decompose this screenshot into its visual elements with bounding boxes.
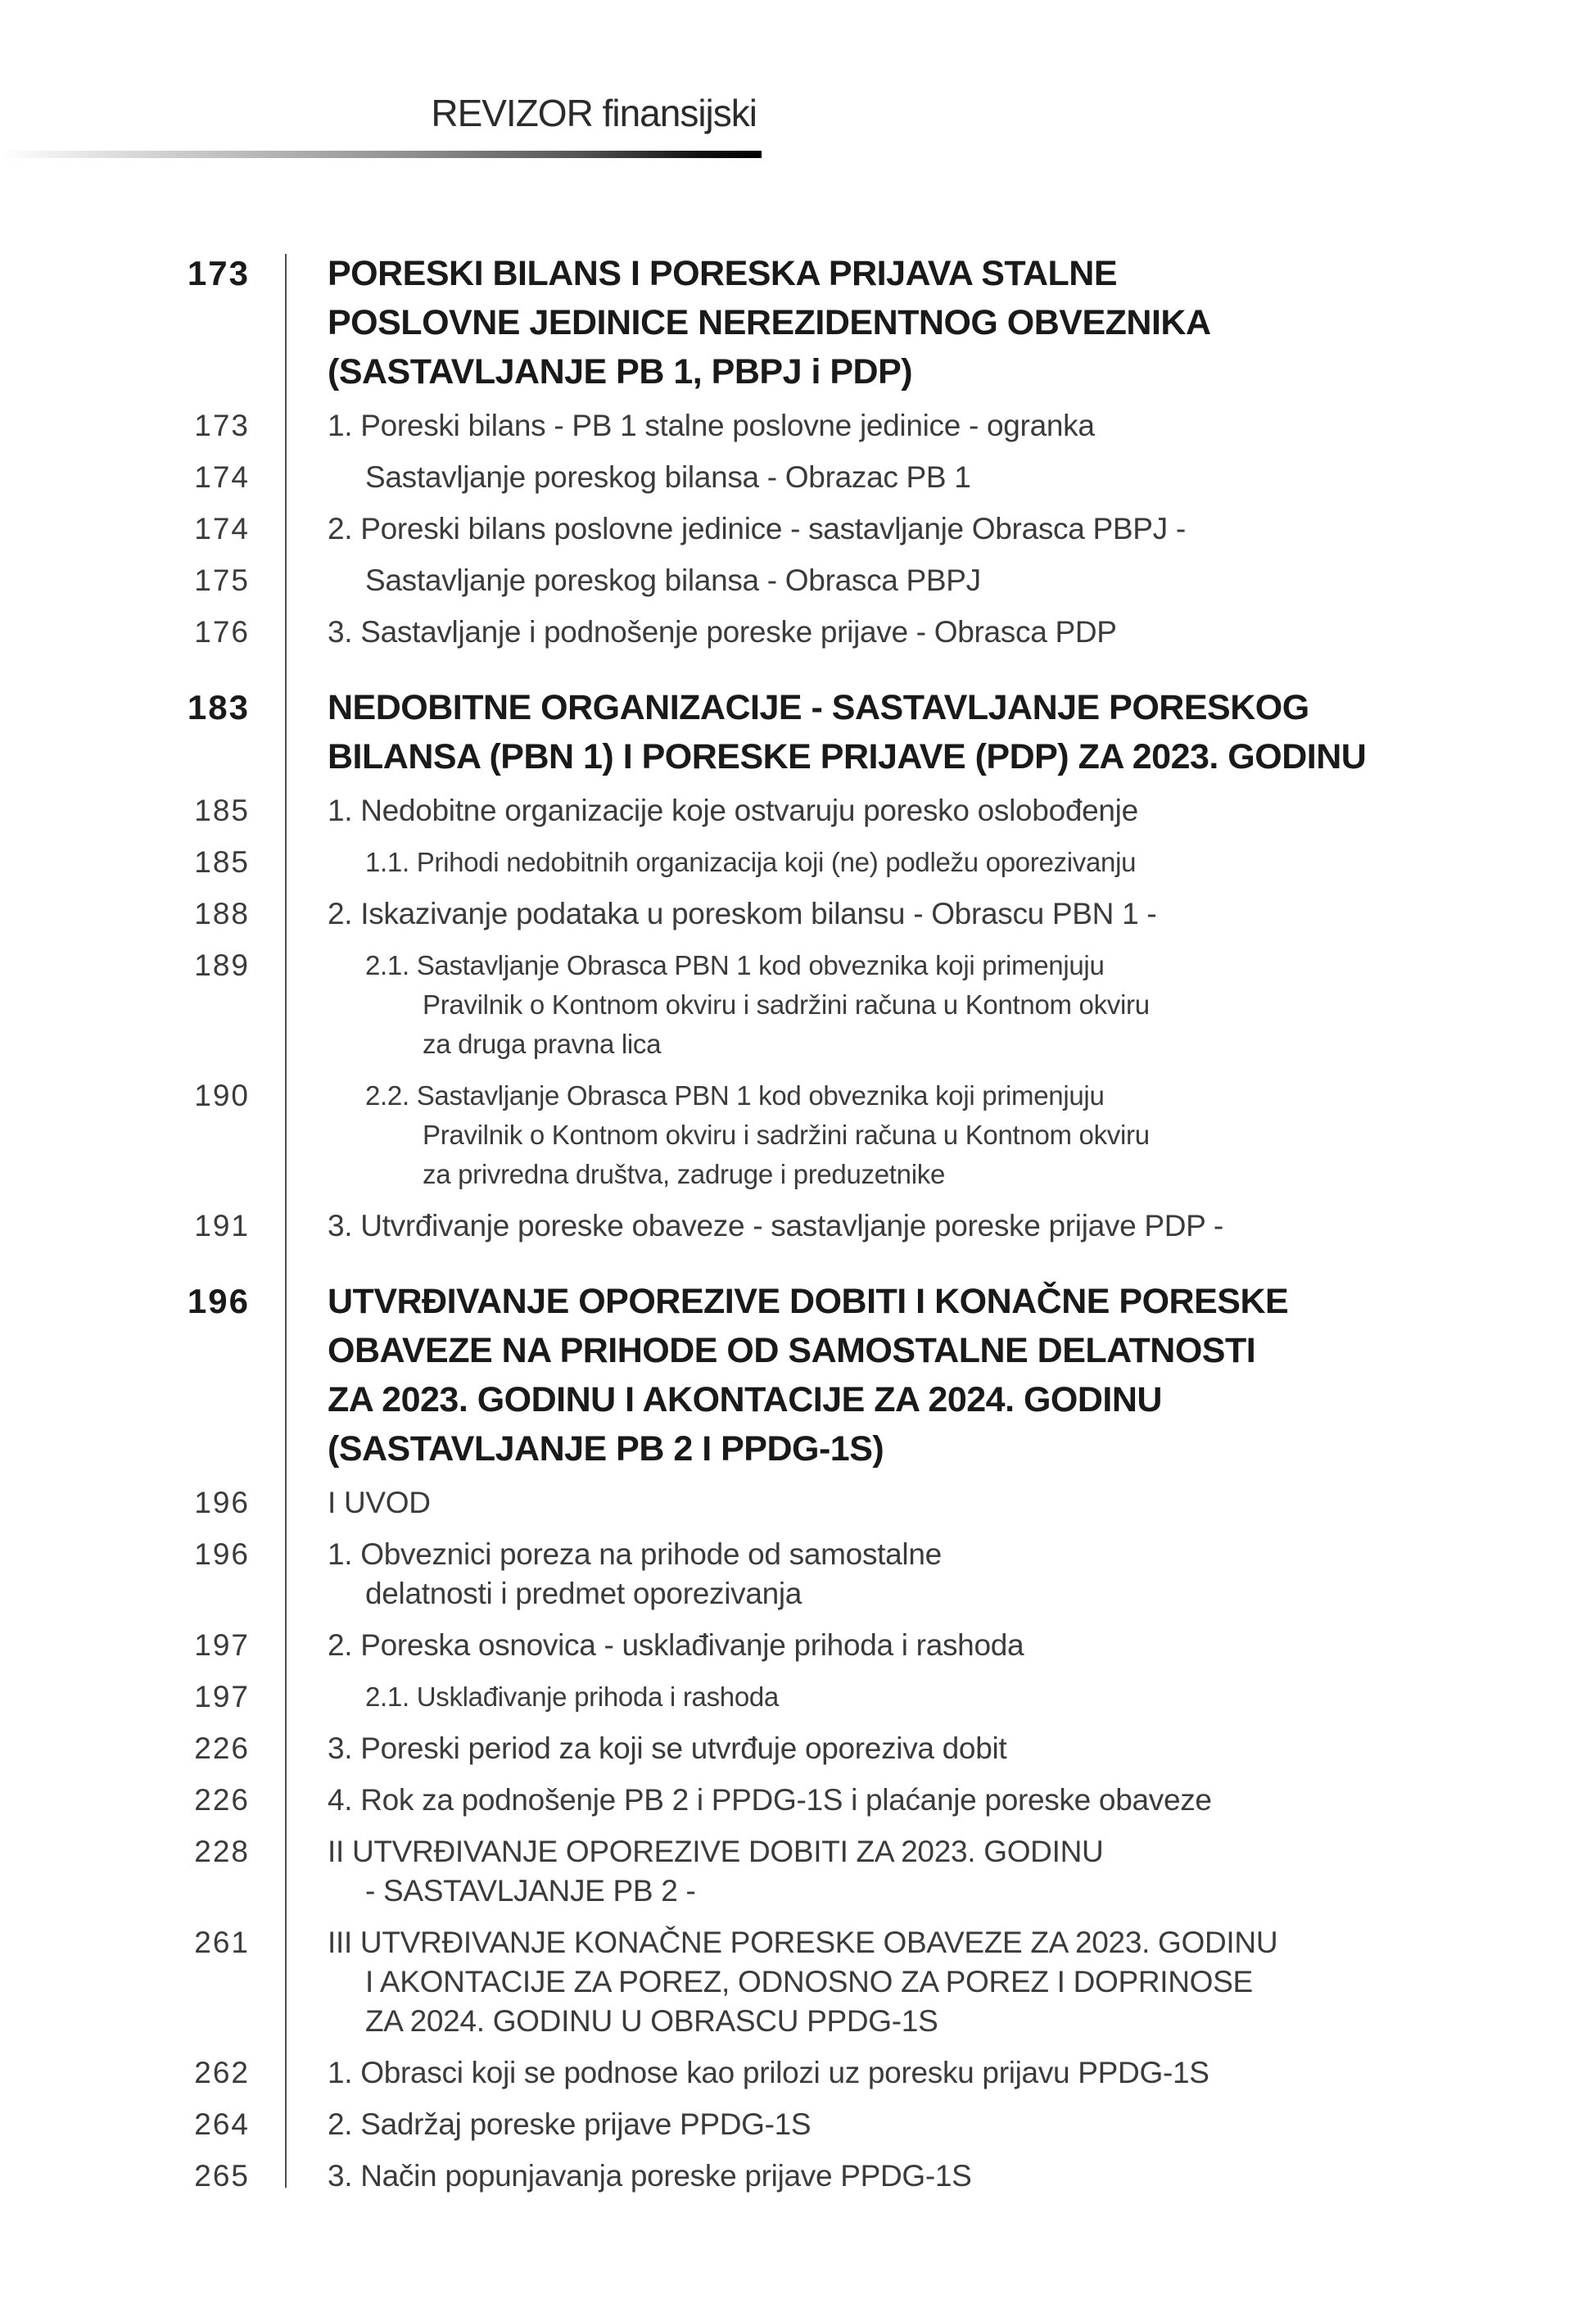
heading-line: (SASTAVLJANJE PB 1, PBPJ i PDP) — [328, 352, 913, 392]
entry-page-number: 185 — [194, 845, 250, 879]
entry-page-number: 226 — [194, 1783, 250, 1817]
entry-title — [255, 509, 1596, 549]
entry-line: ZA 2024. GODINU U OBRASCU PPDG-1S — [365, 2004, 938, 2038]
entry-title — [255, 1781, 1596, 1820]
entry-title — [255, 2105, 1596, 2144]
toc-entry-row — [0, 1535, 1596, 1614]
entry-page-number: 190 — [194, 1079, 250, 1112]
heading-line: NEDOBITNE ORGANIZACIJE - SASTAVLJANJE PORESKOG — [328, 688, 1309, 727]
toc-section — [0, 249, 1596, 652]
entry-title — [255, 1832, 1596, 1911]
toc-entry-row — [0, 561, 1596, 600]
entry-line: 2.2. Sastavljanje Obrasca PBN 1 kod obveznika koji primenjuju — [365, 1080, 1105, 1111]
toc-entry-row — [0, 1206, 1596, 1246]
toc-entry-row — [0, 946, 1596, 1064]
entry-line: Pravilnik o Kontnom okviru i sadržini računa u Kontnom okviru — [423, 989, 1150, 1020]
entry-line: za privredna društva, zadruge i preduzetnike — [423, 1159, 946, 1189]
entry-line: 1. Obrasci koji se podnose kao prilozi uz poresku prijavu PPDG-1S — [328, 2056, 1209, 2089]
entry-page-number: 175 — [194, 564, 250, 597]
entry-page-number: 196 — [194, 1486, 250, 1519]
section-heading — [255, 249, 1596, 396]
toc-divider-line — [285, 254, 287, 2188]
entry-page-number: 262 — [194, 2056, 250, 2089]
entry-line: 2. Poreska osnovica - usklađivanje prihoda i rashoda — [328, 1628, 1024, 1662]
heading-line: ZA 2023. GODINU I AKONTACIJE ZA 2024. GODINU — [328, 1380, 1162, 1419]
toc-entry-row — [0, 458, 1596, 497]
toc-section — [0, 1277, 1596, 2196]
entry-line: II UTVRĐIVANJE OPOREZIVE DOBITI ZA 2023. GODINU — [328, 1835, 1104, 1868]
toc-entry-row — [0, 406, 1596, 446]
entry-line: 2.1. Usklađivanje prihoda i rashoda — [365, 1682, 779, 1712]
entry-line: 3. Sastavljanje i podnošenje poreske prijave - Obrasca PDP — [328, 615, 1117, 649]
entry-page-number: 191 — [194, 1209, 250, 1242]
entry-page-number: 264 — [194, 2107, 250, 2141]
entry-title — [255, 1923, 1596, 2041]
entry-page-number: 176 — [194, 615, 250, 649]
entry-title — [255, 1677, 1596, 1717]
entry-page-number: 226 — [194, 1731, 250, 1765]
entry-line: 2.1. Sastavljanje Obrasca PBN 1 kod obveznika koji primenjuju — [365, 950, 1105, 980]
section-heading — [255, 1277, 1596, 1473]
toc-section-heading-row — [0, 683, 1596, 781]
toc-entry-row — [0, 2157, 1596, 2196]
toc-entry-row — [0, 894, 1596, 934]
entry-page-number: 174 — [194, 512, 250, 545]
toc-section — [0, 683, 1596, 1246]
entry-line: za druga pravna lica — [423, 1029, 662, 1059]
heading-line: BILANSA (PBN 1) I PORESKE PRIJAVE (PDP) ZA 2023. GODINU — [328, 737, 1367, 776]
entry-title — [255, 1626, 1596, 1665]
entry-title — [255, 2157, 1596, 2196]
entry-title — [255, 1076, 1596, 1194]
entry-line: 2. Poreski bilans poslovne jedinice - sastavljanje Obrasca PBPJ - — [328, 512, 1186, 545]
entry-title — [255, 1206, 1596, 1246]
toc-entry-row — [0, 1832, 1596, 1911]
entry-line: I UVOD — [328, 1486, 431, 1519]
entry-title — [255, 1483, 1596, 1523]
entry-title — [255, 406, 1596, 446]
toc-section-heading-row — [0, 249, 1596, 396]
entry-line: 1. Poreski bilans - PB 1 stalne poslovne jedinice - ogranka — [328, 409, 1095, 442]
entry-page-number: 196 — [194, 1537, 250, 1571]
toc-entry-row — [0, 1483, 1596, 1523]
entry-page-number: 261 — [194, 1926, 250, 1959]
entry-page-number: 197 — [194, 1628, 250, 1662]
entry-line: Sastavljanje poreskog bilansa - Obrazac PB 1 — [365, 460, 971, 494]
entry-title — [255, 843, 1596, 882]
entry-line: III UTVRĐIVANJE KONAČNE PORESKE OBAVEZE ZA 2023. GODINU — [328, 1926, 1278, 1959]
entry-line: 2. Sadržaj poreske prijave PPDG-1S — [328, 2107, 812, 2141]
entry-page-number: 174 — [194, 460, 250, 494]
entry-title — [255, 613, 1596, 652]
heading-line: UTVRĐIVANJE OPOREZIVE DOBITI I KONAČNE PORESKE — [328, 1282, 1289, 1321]
entry-line: 1. Nedobitne organizacije koje ostvaruju poresko oslobođenje — [328, 794, 1138, 827]
masthead — [0, 92, 762, 134]
masthead-title: REVIZOR finansijski — [431, 92, 757, 134]
entry-title — [255, 894, 1596, 934]
entry-title — [255, 946, 1596, 1064]
entry-line: - SASTAVLJANJE PB 2 - — [365, 1874, 696, 1908]
entry-title — [255, 1535, 1596, 1614]
entry-line: 3. Način popunjavanja poreske prijave PPDG-1S — [328, 2159, 972, 2193]
toc-entry-row — [0, 1923, 1596, 2041]
toc-entry-row — [0, 2105, 1596, 2144]
masthead-rule — [0, 151, 762, 158]
toc-entry-row — [0, 1677, 1596, 1717]
heading-line: PORESKI BILANS I PORESKA PRIJAVA STALNE — [328, 254, 1118, 293]
entry-page-number: 265 — [194, 2159, 250, 2193]
entry-title — [255, 2053, 1596, 2093]
entry-page-number: 188 — [194, 897, 250, 930]
entry-line: Sastavljanje poreskog bilansa - Obrasca PBPJ — [365, 564, 981, 597]
toc-entry-row — [0, 791, 1596, 831]
entry-line: Pravilnik o Kontnom okviru i sadržini računa u Kontnom okviru — [423, 1120, 1150, 1150]
toc-section-heading-row — [0, 1277, 1596, 1473]
heading-line: (SASTAVLJANJE PB 2 I PPDG-1S) — [328, 1429, 884, 1469]
entry-page-number: 189 — [194, 948, 250, 982]
entry-line: 3. Utvrđivanje poreske obaveze - sastavljanje poreske prijave PDP - — [328, 1209, 1223, 1242]
entry-line: 3. Poreski period za koji se utvrđuje oporeziva dobit — [328, 1731, 1007, 1765]
entry-line: delatnosti i predmet oporezivanja — [365, 1577, 803, 1610]
entry-line: 4. Rok za podnošenje PB 2 i PPDG-1S i plaćanje poreske obaveze — [328, 1783, 1212, 1817]
section-page-number: 183 — [187, 688, 250, 726]
entry-title — [255, 1729, 1596, 1768]
entry-title — [255, 791, 1596, 831]
entry-title — [255, 458, 1596, 497]
entry-line: 1. Obveznici poreza na prihode od samostalne — [328, 1537, 942, 1571]
entry-page-number: 228 — [194, 1835, 250, 1868]
toc-entry-row — [0, 509, 1596, 549]
toc — [0, 249, 1596, 2196]
entry-line: I AKONTACIJE ZA POREZ, ODNOSNO ZA POREZ I DOPRINOSE — [365, 1965, 1253, 1998]
toc-entry-row — [0, 2053, 1596, 2093]
entry-line: 2. Iskazivanje podataka u poreskom bilansu - Obrascu PBN 1 - — [328, 897, 1157, 930]
toc-entry-row — [0, 1729, 1596, 1768]
entry-page-number: 197 — [194, 1680, 250, 1713]
section-heading — [255, 683, 1596, 781]
toc-entry-row — [0, 1626, 1596, 1665]
toc-entry-row — [0, 1076, 1596, 1194]
heading-line: POSLOVNE JEDINICE NEREZIDENTNOG OBVEZNIKA — [328, 303, 1211, 342]
entry-title — [255, 561, 1596, 600]
toc-entry-row — [0, 613, 1596, 652]
heading-line: OBAVEZE NA PRIHODE OD SAMOSTALNE DELATNOSTI — [328, 1331, 1256, 1370]
entry-page-number: 185 — [194, 794, 250, 827]
toc-entry-row — [0, 1781, 1596, 1820]
entry-line: 1.1. Prihodi nedobitnih organizacija koji (ne) podležu oporezivanju — [365, 847, 1137, 877]
section-page-number: 196 — [187, 1282, 250, 1320]
toc-entry-row — [0, 843, 1596, 882]
entry-page-number: 173 — [194, 409, 250, 442]
section-page-number: 173 — [187, 254, 250, 292]
